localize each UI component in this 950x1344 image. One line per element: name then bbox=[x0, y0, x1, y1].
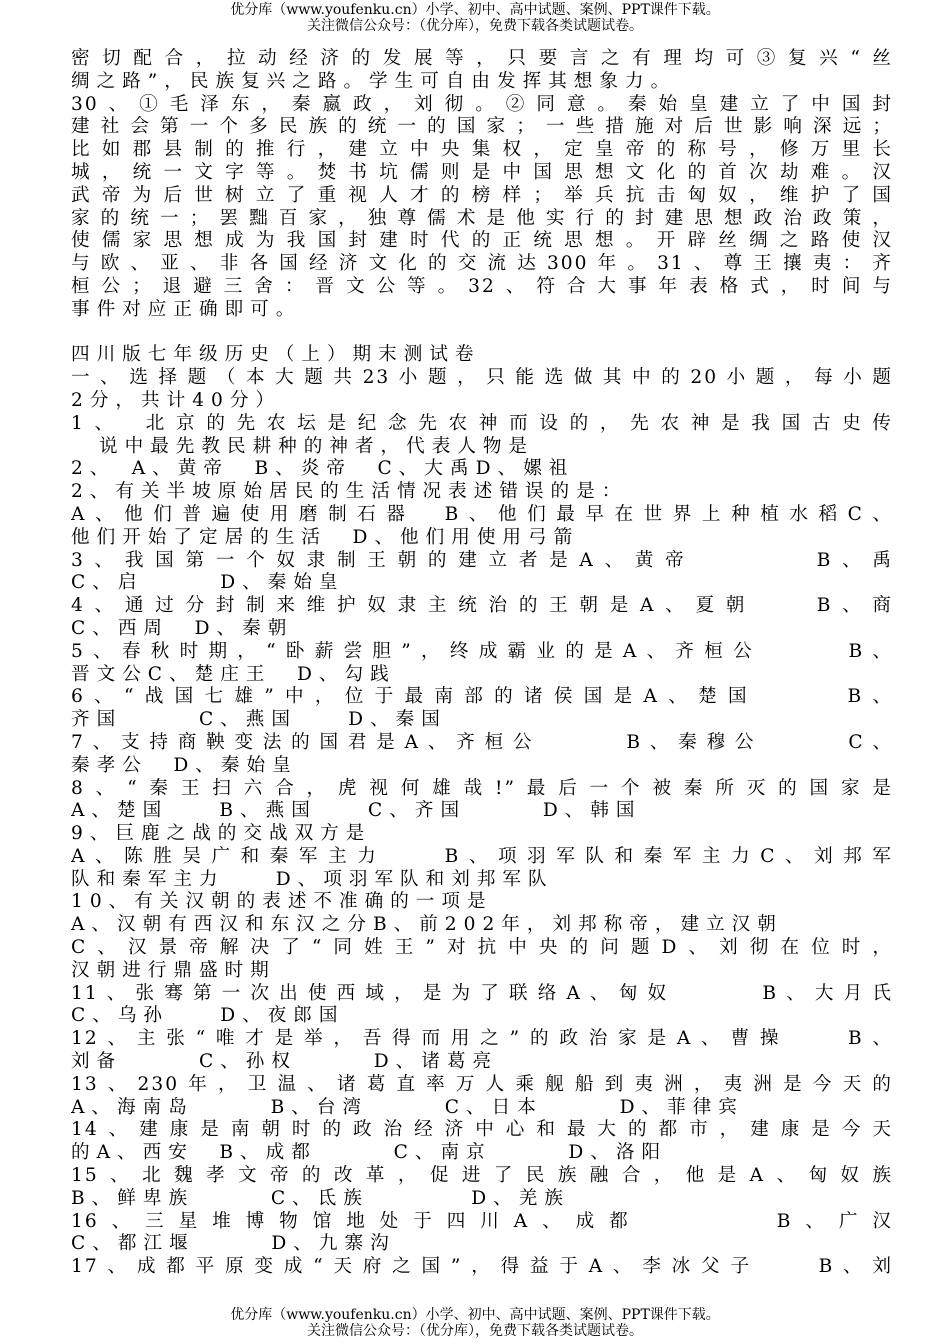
question-line: 他们开始了定居的生活 D、他们用使用弓箭 bbox=[71, 526, 580, 548]
question-line: 13、230年，卫温、诸葛直率万人乘舰船到夷洲，夷洲是今天的 bbox=[71, 1073, 893, 1095]
question-line: A、汉朝有西汉和东汉之分B、前202年，刘邦称帝，建立汉朝 bbox=[71, 914, 783, 936]
answer-line: 城，统一文字等。焚书坑儒则是中国思想文化的首次劫难。汉 bbox=[71, 161, 893, 183]
page-footer bbox=[0, 1307, 950, 1339]
answer-line: 与欧、亚、非各国经济文化的交流达300年。31、尊王攘夷：齐 bbox=[71, 253, 893, 275]
answer-line: 事件对应正确即可。 bbox=[71, 298, 302, 320]
question-line: 10、有关汉朝的表述不准确的一项是 bbox=[71, 891, 493, 913]
question-line: A、他们普遍使用磨制石器 B、他们最早在世界上种植水稻C、 bbox=[71, 503, 893, 525]
question-line: C、西周 D、秦朝 bbox=[71, 617, 294, 639]
header-line-1: 优分库（www.youfenku.cn）小学、初中、高中试题、案例、PPT课件下载。 bbox=[230, 2, 720, 18]
page-header bbox=[0, 2, 950, 34]
exam-title: 四川版七年级历史（上）期末测试卷 bbox=[71, 344, 481, 366]
answer-line: 绸之路”，民族复兴之路。学生可自由发挥其想象力。 bbox=[71, 70, 677, 92]
question-line: 8、“秦王扫六合，虎视何雄哉!”最后一个被秦所灭的国家是 bbox=[71, 777, 893, 799]
answer-line: 使儒家思想成为我国封建时代的正统思想。开辟丝绸之路使汉 bbox=[71, 230, 893, 252]
header-line-2: 关注微信公众号：（优分库），免费下载各类试题试卷。 bbox=[307, 18, 643, 34]
answer-line: 密切配合，拉动经济的发展等，只要言之有理均可③复兴“丝 bbox=[71, 48, 893, 69]
question-line: 1、 北京的先农坛是纪念先农神而设的，先农神是我国古史传 bbox=[71, 412, 893, 434]
question-line: 6、“战国七雄”中，位于最南部的诸侯国是A、楚国 B、 bbox=[71, 686, 893, 708]
question-line: C、汉景帝解决了“同姓王”对抗中央的问题D、刘彻在位时， bbox=[71, 937, 893, 959]
question-line: 3、我国第一个奴隶制王朝的建立者是A、黄帝 B、禹 bbox=[71, 549, 893, 571]
answer-line: 武帝为后世树立了重视人才的榜样；举兵抗击匈奴，维护了国 bbox=[71, 184, 893, 206]
footer-line-1: 优分库（www.youfenku.cn）小学、初中、高中试题、案例、PPT课件下载。 bbox=[230, 1307, 720, 1323]
footer-line-2: 关注微信公众号：（优分库），免费下载各类试题试卷。 bbox=[307, 1323, 643, 1339]
question-section bbox=[71, 367, 893, 1279]
question-line: C、乌孙 D、夜郎国 bbox=[71, 1005, 345, 1027]
question-line: 汉朝进行鼎盛时期 bbox=[71, 959, 276, 981]
answer-line: 30、①毛泽东，秦嬴政，刘彻。②同意。秦始皇建立了中国封 bbox=[71, 93, 893, 115]
answer-line: 建社会第一个多民族的统一的国家；一些措施对后世影响深远； bbox=[71, 116, 893, 138]
spacer bbox=[71, 322, 893, 345]
question-line: 2、有关半坡原始居民的生活情况表述错误的是： bbox=[71, 481, 628, 503]
question-line: 15、北魏孝文帝的改革，促进了民族融合，他是A、匈奴族 bbox=[71, 1165, 893, 1187]
question-line: 齐国 C、燕国 D、秦国 bbox=[71, 709, 447, 731]
answer-line: 比如郡县制的推行，建立中央集权，定皇帝的称号，修万里长 bbox=[71, 139, 893, 161]
question-line: 17、成都平原变成“天府之国”，得益于A、李冰父子 B、刘 bbox=[71, 1256, 893, 1278]
question-line: 刘备 C、孙权 D、诸葛亮 bbox=[71, 1051, 499, 1073]
question-line: 16、三星堆博物馆地处于四川A、成都 B、广汉 bbox=[71, 1210, 893, 1232]
question-line: 7、支持商鞅变法的国君是A、齐桓公 B、秦穆公 C、 bbox=[71, 731, 893, 753]
answer-section bbox=[71, 48, 893, 322]
question-line: A、楚国 B、燕国 C、齐国 D、韩国 bbox=[71, 800, 642, 822]
question-line: C、启 D、秦始皇 bbox=[71, 572, 345, 594]
question-line: 2分，共计40分） bbox=[71, 389, 282, 411]
question-line: 4、通过分封制来维护奴隶主统治的王朝是A、夏朝 B、商 bbox=[71, 595, 893, 617]
question-line: 说中最先教民耕种的神者，代表人物是 bbox=[99, 435, 535, 457]
question-line: 的A、西安 B、成都 C、南京 D、洛阳 bbox=[71, 1142, 668, 1164]
question-line: 2、 A、黄帝 B、炎帝 C、大禹D、嫘祖 bbox=[71, 458, 575, 480]
question-line: 秦孝公 D、秦始皇 bbox=[71, 754, 298, 776]
question-line: C、都江堰 D、九寨沟 bbox=[71, 1233, 396, 1255]
question-line: A、海南岛 B、台湾 C、日本 D、菲律宾 bbox=[71, 1096, 744, 1118]
question-line: 一、选择题（本大题共23小题，只能选做其中的20小题，每小题 bbox=[71, 367, 893, 389]
document-body bbox=[71, 48, 893, 1279]
question-line: 队和秦军主力 D、项羽军队和刘邦军队 bbox=[71, 868, 554, 890]
question-line: 11、张骞第一次出使西域，是为了联络A、匈奴 B、大月氏 bbox=[71, 982, 893, 1004]
question-line: B、鲜卑族 C、氐族 D、羌族 bbox=[71, 1187, 570, 1209]
question-line: 14、建康是南朝时的政治经济中心和最大的都市，建康是今天 bbox=[71, 1119, 893, 1141]
question-line: 5、春秋时期，“卧薪尝胆”，终成霸业的是A、齐桓公 B、 bbox=[71, 640, 893, 662]
question-line: 12、主张“唯才是举，吾得而用之”的政治家是A、曹操 B、 bbox=[71, 1028, 893, 1050]
answer-line: 家的统一；罢黜百家，独尊儒术是他实行的封建思想政治政策， bbox=[71, 207, 893, 229]
question-line: A、陈胜吴广和秦军主力 B、项羽军队和秦军主力C、刘邦军 bbox=[71, 845, 893, 867]
answer-line: 桓公；退避三舍：晋文公等。32、符合大事年表格式，时间与 bbox=[71, 275, 893, 297]
question-line: 9、巨鹿之战的交战双方是 bbox=[71, 823, 372, 845]
question-line: 晋文公C、楚庄王 D、勾践 bbox=[71, 663, 396, 685]
